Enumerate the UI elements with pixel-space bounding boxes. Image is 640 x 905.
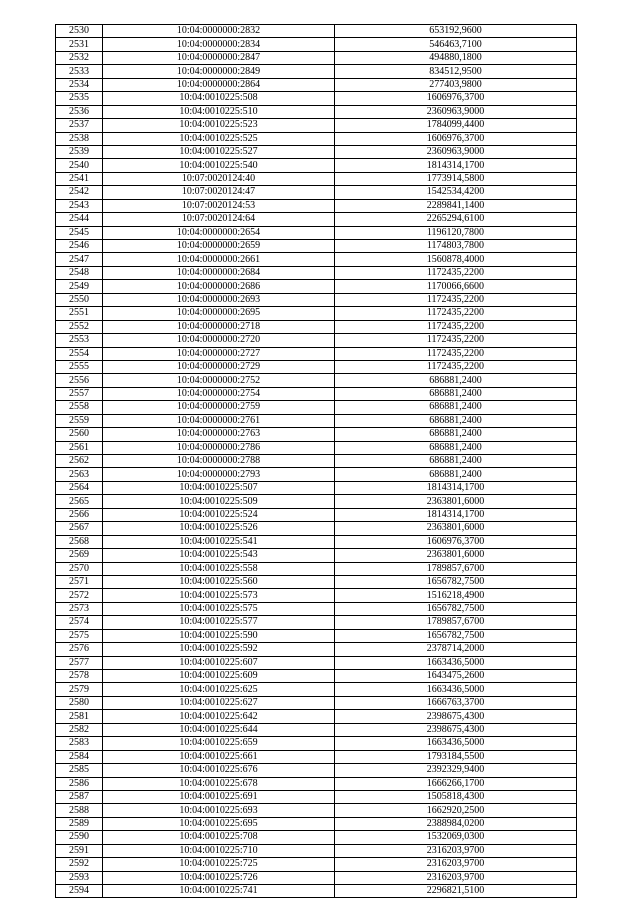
- cadastral-number-cell: 10:04:0000000:2661: [103, 253, 335, 266]
- row-number-cell: 2554: [56, 347, 103, 360]
- table-row: [56, 737, 577, 750]
- cadastral-number-cell: 10:04:0000000:2684: [103, 266, 335, 279]
- table-row: [56, 468, 577, 481]
- row-number-cell: 2566: [56, 508, 103, 521]
- value-cell: 2316203,9700: [335, 858, 577, 871]
- row-number-cell: 2570: [56, 562, 103, 575]
- table-row: [56, 750, 577, 763]
- table-row: [56, 549, 577, 562]
- row-number-cell: 2578: [56, 670, 103, 683]
- row-number-cell: 2572: [56, 589, 103, 602]
- row-number-cell: 2577: [56, 656, 103, 669]
- cadastral-number-cell: 10:04:0010225:661: [103, 750, 335, 763]
- table-row: [56, 78, 577, 91]
- row-number-cell: 2588: [56, 804, 103, 817]
- value-cell: 2289841,1400: [335, 199, 577, 212]
- table-row: [56, 589, 577, 602]
- row-number-cell: 2546: [56, 240, 103, 253]
- table-row: [56, 253, 577, 266]
- value-cell: 686881,2400: [335, 374, 577, 387]
- table-row: [56, 723, 577, 736]
- value-cell: 2316203,9700: [335, 844, 577, 857]
- value-cell: 1606976,3700: [335, 92, 577, 105]
- row-number-cell: 2530: [56, 25, 103, 38]
- table-row: [56, 817, 577, 830]
- value-cell: 2360963,9000: [335, 145, 577, 158]
- table-row: [56, 374, 577, 387]
- cadastral-number-cell: 10:04:0010225:510: [103, 105, 335, 118]
- row-number-cell: 2563: [56, 468, 103, 481]
- value-cell: 2398675,4300: [335, 723, 577, 736]
- cadastral-number-cell: 10:04:0010225:541: [103, 535, 335, 548]
- row-number-cell: 2547: [56, 253, 103, 266]
- row-number-cell: 2538: [56, 132, 103, 145]
- table-row: [56, 575, 577, 588]
- cadastral-number-cell: 10:04:0010225:523: [103, 119, 335, 132]
- cadastral-number-cell: 10:04:0010225:609: [103, 670, 335, 683]
- row-number-cell: 2585: [56, 764, 103, 777]
- row-number-cell: 2545: [56, 226, 103, 239]
- row-number-cell: 2574: [56, 616, 103, 629]
- row-number-cell: 2549: [56, 280, 103, 293]
- cadastral-number-cell: 10:04:0010225:575: [103, 602, 335, 615]
- row-number-cell: 2569: [56, 549, 103, 562]
- row-number-cell: 2568: [56, 535, 103, 548]
- cadastral-number-cell: 10:04:0010225:526: [103, 522, 335, 535]
- value-cell: 1784099,4400: [335, 119, 577, 132]
- table-row: [56, 266, 577, 279]
- row-number-cell: 2551: [56, 307, 103, 320]
- value-cell: 1172435,2200: [335, 320, 577, 333]
- table-row: [56, 790, 577, 803]
- table-row: [56, 831, 577, 844]
- table-row: [56, 320, 577, 333]
- row-number-cell: 2575: [56, 629, 103, 642]
- value-cell: 1662920,2500: [335, 804, 577, 817]
- cadastral-number-cell: 10:04:0000000:2864: [103, 78, 335, 91]
- data-table: [55, 24, 577, 898]
- table-row: [56, 777, 577, 790]
- row-number-cell: 2586: [56, 777, 103, 790]
- row-number-cell: 2564: [56, 481, 103, 494]
- cadastral-number-cell: 10:04:0010225:691: [103, 790, 335, 803]
- value-cell: 686881,2400: [335, 387, 577, 400]
- table-row: [56, 871, 577, 884]
- cadastral-number-cell: 10:04:0010225:644: [103, 723, 335, 736]
- value-cell: 1814314,1700: [335, 159, 577, 172]
- row-number-cell: 2579: [56, 683, 103, 696]
- value-cell: 2378714,2000: [335, 643, 577, 656]
- table-row: [56, 213, 577, 226]
- value-cell: 1516218,4900: [335, 589, 577, 602]
- cadastral-number-cell: 10:04:0000000:2788: [103, 455, 335, 468]
- row-number-cell: 2533: [56, 65, 103, 78]
- table-row: [56, 307, 577, 320]
- cadastral-number-cell: 10:07:0020124:47: [103, 186, 335, 199]
- table-row: [56, 441, 577, 454]
- row-number-cell: 2581: [56, 710, 103, 723]
- table-row: [56, 629, 577, 642]
- value-cell: 1663436,5000: [335, 656, 577, 669]
- table-row: [56, 334, 577, 347]
- table-row: [56, 347, 577, 360]
- table-body: [56, 25, 577, 898]
- cadastral-number-cell: 10:04:0000000:2752: [103, 374, 335, 387]
- row-number-cell: 2540: [56, 159, 103, 172]
- cadastral-number-cell: 10:04:0010225:678: [103, 777, 335, 790]
- cadastral-number-cell: 10:04:0000000:2786: [103, 441, 335, 454]
- table-row: [56, 401, 577, 414]
- cadastral-number-cell: 10:04:0010225:627: [103, 696, 335, 709]
- value-cell: 1172435,2200: [335, 293, 577, 306]
- cadastral-number-cell: 10:04:0010225:725: [103, 858, 335, 871]
- value-cell: 653192,9600: [335, 25, 577, 38]
- cadastral-number-cell: 10:04:0010225:695: [103, 817, 335, 830]
- value-cell: 1814314,1700: [335, 481, 577, 494]
- value-cell: 1656782,7500: [335, 575, 577, 588]
- table-row: [56, 226, 577, 239]
- row-number-cell: 2576: [56, 643, 103, 656]
- row-number-cell: 2573: [56, 602, 103, 615]
- cadastral-number-cell: 10:04:0010225:525: [103, 132, 335, 145]
- row-number-cell: 2583: [56, 737, 103, 750]
- value-cell: 1643475,2600: [335, 670, 577, 683]
- cadastral-number-cell: 10:04:0010225:527: [103, 145, 335, 158]
- row-number-cell: 2544: [56, 213, 103, 226]
- value-cell: 1656782,7500: [335, 629, 577, 642]
- table-row: [56, 764, 577, 777]
- value-cell: 1666266,1700: [335, 777, 577, 790]
- row-number-cell: 2594: [56, 885, 103, 898]
- value-cell: 1606976,3700: [335, 132, 577, 145]
- cadastral-number-cell: 10:04:0010225:659: [103, 737, 335, 750]
- value-cell: 1656782,7500: [335, 602, 577, 615]
- value-cell: 686881,2400: [335, 414, 577, 427]
- cadastral-number-cell: 10:04:0010225:592: [103, 643, 335, 656]
- value-cell: 2388984,0200: [335, 817, 577, 830]
- value-cell: 686881,2400: [335, 455, 577, 468]
- row-number-cell: 2534: [56, 78, 103, 91]
- table-row: [56, 199, 577, 212]
- row-number-cell: 2562: [56, 455, 103, 468]
- value-cell: 686881,2400: [335, 441, 577, 454]
- row-number-cell: 2557: [56, 387, 103, 400]
- value-cell: 1172435,2200: [335, 360, 577, 373]
- table-row: [56, 696, 577, 709]
- value-cell: 686881,2400: [335, 401, 577, 414]
- value-cell: 1793184,5500: [335, 750, 577, 763]
- table-row: [56, 643, 577, 656]
- cadastral-number-cell: 10:04:0000000:2659: [103, 240, 335, 253]
- row-number-cell: 2584: [56, 750, 103, 763]
- cadastral-number-cell: 10:04:0010225:573: [103, 589, 335, 602]
- cadastral-number-cell: 10:04:0010225:508: [103, 92, 335, 105]
- row-number-cell: 2593: [56, 871, 103, 884]
- value-cell: 277403,9800: [335, 78, 577, 91]
- table-row: [56, 38, 577, 51]
- row-number-cell: 2552: [56, 320, 103, 333]
- table-row: [56, 455, 577, 468]
- cadastral-number-cell: 10:04:0000000:2720: [103, 334, 335, 347]
- value-cell: 2360963,9000: [335, 105, 577, 118]
- table-row: [56, 885, 577, 898]
- table-row: [56, 656, 577, 669]
- table-row: [56, 670, 577, 683]
- value-cell: 2316203,9700: [335, 871, 577, 884]
- table-row: [56, 495, 577, 508]
- cadastral-number-cell: 10:04:0000000:2847: [103, 51, 335, 64]
- cadastral-number-cell: 10:04:0000000:2693: [103, 293, 335, 306]
- table-row: [56, 186, 577, 199]
- cadastral-number-cell: 10:04:0010225:543: [103, 549, 335, 562]
- value-cell: 686881,2400: [335, 468, 577, 481]
- value-cell: 1532069,0300: [335, 831, 577, 844]
- row-number-cell: 2537: [56, 119, 103, 132]
- value-cell: 1773914,5800: [335, 172, 577, 185]
- table-row: [56, 145, 577, 158]
- value-cell: 686881,2400: [335, 428, 577, 441]
- table-row: [56, 428, 577, 441]
- cadastral-number-cell: 10:04:0000000:2849: [103, 65, 335, 78]
- table-row: [56, 844, 577, 857]
- cadastral-number-cell: 10:04:0000000:2761: [103, 414, 335, 427]
- cadastral-number-cell: 10:04:0010225:693: [103, 804, 335, 817]
- row-number-cell: 2550: [56, 293, 103, 306]
- row-number-cell: 2558: [56, 401, 103, 414]
- cadastral-number-cell: 10:04:0000000:2834: [103, 38, 335, 51]
- cadastral-number-cell: 10:04:0000000:2832: [103, 25, 335, 38]
- row-number-cell: 2559: [56, 414, 103, 427]
- table-row: [56, 159, 577, 172]
- value-cell: 2363801,6000: [335, 495, 577, 508]
- value-cell: 1789857,6700: [335, 616, 577, 629]
- value-cell: 2296821,5100: [335, 885, 577, 898]
- row-number-cell: 2553: [56, 334, 103, 347]
- value-cell: 2265294,6100: [335, 213, 577, 226]
- table-row: [56, 602, 577, 615]
- cadastral-number-cell: 10:07:0020124:64: [103, 213, 335, 226]
- table-row: [56, 387, 577, 400]
- cadastral-number-cell: 10:04:0000000:2686: [103, 280, 335, 293]
- row-number-cell: 2591: [56, 844, 103, 857]
- cadastral-number-cell: 10:04:0010225:558: [103, 562, 335, 575]
- table-row: [56, 481, 577, 494]
- row-number-cell: 2541: [56, 172, 103, 185]
- value-cell: 2398675,4300: [335, 710, 577, 723]
- value-cell: 1542534,4200: [335, 186, 577, 199]
- row-number-cell: 2567: [56, 522, 103, 535]
- table-row: [56, 51, 577, 64]
- row-number-cell: 2580: [56, 696, 103, 709]
- table-row: [56, 240, 577, 253]
- table-row: [56, 92, 577, 105]
- row-number-cell: 2560: [56, 428, 103, 441]
- value-cell: 2363801,6000: [335, 522, 577, 535]
- cadastral-number-cell: 10:04:0010225:524: [103, 508, 335, 521]
- cadastral-number-cell: 10:04:0000000:2727: [103, 347, 335, 360]
- table-row: [56, 535, 577, 548]
- cadastral-number-cell: 10:04:0010225:625: [103, 683, 335, 696]
- value-cell: 1172435,2200: [335, 266, 577, 279]
- table-row: [56, 522, 577, 535]
- row-number-cell: 2555: [56, 360, 103, 373]
- cadastral-number-cell: 10:04:0010225:741: [103, 885, 335, 898]
- table-row: [56, 414, 577, 427]
- value-cell: 1172435,2200: [335, 334, 577, 347]
- value-cell: 1606976,3700: [335, 535, 577, 548]
- row-number-cell: 2531: [56, 38, 103, 51]
- row-number-cell: 2590: [56, 831, 103, 844]
- table-row: [56, 280, 577, 293]
- row-number-cell: 2582: [56, 723, 103, 736]
- cadastral-number-cell: 10:04:0010225:676: [103, 764, 335, 777]
- cadastral-number-cell: 10:04:0010225:540: [103, 159, 335, 172]
- value-cell: 1814314,1700: [335, 508, 577, 521]
- value-cell: 834512,9500: [335, 65, 577, 78]
- value-cell: 1666763,3700: [335, 696, 577, 709]
- cadastral-number-cell: 10:04:0000000:2695: [103, 307, 335, 320]
- row-number-cell: 2556: [56, 374, 103, 387]
- row-number-cell: 2543: [56, 199, 103, 212]
- cadastral-number-cell: 10:04:0000000:2754: [103, 387, 335, 400]
- row-number-cell: 2565: [56, 495, 103, 508]
- cadastral-number-cell: 10:04:0010225:607: [103, 656, 335, 669]
- cadastral-number-cell: 10:04:0000000:2718: [103, 320, 335, 333]
- row-number-cell: 2539: [56, 145, 103, 158]
- value-cell: 1196120,7800: [335, 226, 577, 239]
- table-row: [56, 562, 577, 575]
- table-row: [56, 119, 577, 132]
- value-cell: 2363801,6000: [335, 549, 577, 562]
- value-cell: 494880,1800: [335, 51, 577, 64]
- table-row: [56, 172, 577, 185]
- cadastral-number-cell: 10:04:0010225:726: [103, 871, 335, 884]
- value-cell: 1789857,6700: [335, 562, 577, 575]
- row-number-cell: 2548: [56, 266, 103, 279]
- table-row: [56, 25, 577, 38]
- value-cell: 546463,7100: [335, 38, 577, 51]
- cadastral-number-cell: 10:07:0020124:40: [103, 172, 335, 185]
- cadastral-number-cell: 10:04:0010225:577: [103, 616, 335, 629]
- cadastral-number-cell: 10:04:0000000:2654: [103, 226, 335, 239]
- cadastral-number-cell: 10:04:0000000:2763: [103, 428, 335, 441]
- value-cell: 1560878,4000: [335, 253, 577, 266]
- row-number-cell: 2587: [56, 790, 103, 803]
- table-row: [56, 683, 577, 696]
- value-cell: 1170066,6600: [335, 280, 577, 293]
- value-cell: 2392329,9400: [335, 764, 577, 777]
- value-cell: 1663436,5000: [335, 737, 577, 750]
- cadastral-number-cell: 10:07:0020124:53: [103, 199, 335, 212]
- cadastral-number-cell: 10:04:0000000:2729: [103, 360, 335, 373]
- value-cell: 1663436,5000: [335, 683, 577, 696]
- row-number-cell: 2571: [56, 575, 103, 588]
- cadastral-number-cell: 10:04:0010225:509: [103, 495, 335, 508]
- table-row: [56, 710, 577, 723]
- cadastral-number-cell: 10:04:0000000:2759: [103, 401, 335, 414]
- table-row: [56, 132, 577, 145]
- value-cell: 1505818,4300: [335, 790, 577, 803]
- table-row: [56, 804, 577, 817]
- cadastral-number-cell: 10:04:0010225:708: [103, 831, 335, 844]
- value-cell: 1172435,2200: [335, 347, 577, 360]
- cadastral-number-cell: 10:04:0010225:507: [103, 481, 335, 494]
- row-number-cell: 2592: [56, 858, 103, 871]
- table-row: [56, 360, 577, 373]
- table-row: [56, 508, 577, 521]
- row-number-cell: 2532: [56, 51, 103, 64]
- table-row: [56, 293, 577, 306]
- value-cell: 1172435,2200: [335, 307, 577, 320]
- cadastral-number-cell: 10:04:0010225:642: [103, 710, 335, 723]
- row-number-cell: 2535: [56, 92, 103, 105]
- cadastral-number-cell: 10:04:0010225:590: [103, 629, 335, 642]
- row-number-cell: 2561: [56, 441, 103, 454]
- table-row: [56, 105, 577, 118]
- value-cell: 1174803,7800: [335, 240, 577, 253]
- row-number-cell: 2542: [56, 186, 103, 199]
- table-row: [56, 858, 577, 871]
- cadastral-number-cell: 10:04:0000000:2793: [103, 468, 335, 481]
- row-number-cell: 2536: [56, 105, 103, 118]
- cadastral-number-cell: 10:04:0010225:560: [103, 575, 335, 588]
- cadastral-number-cell: 10:04:0010225:710: [103, 844, 335, 857]
- table-row: [56, 616, 577, 629]
- table-row: [56, 65, 577, 78]
- row-number-cell: 2589: [56, 817, 103, 830]
